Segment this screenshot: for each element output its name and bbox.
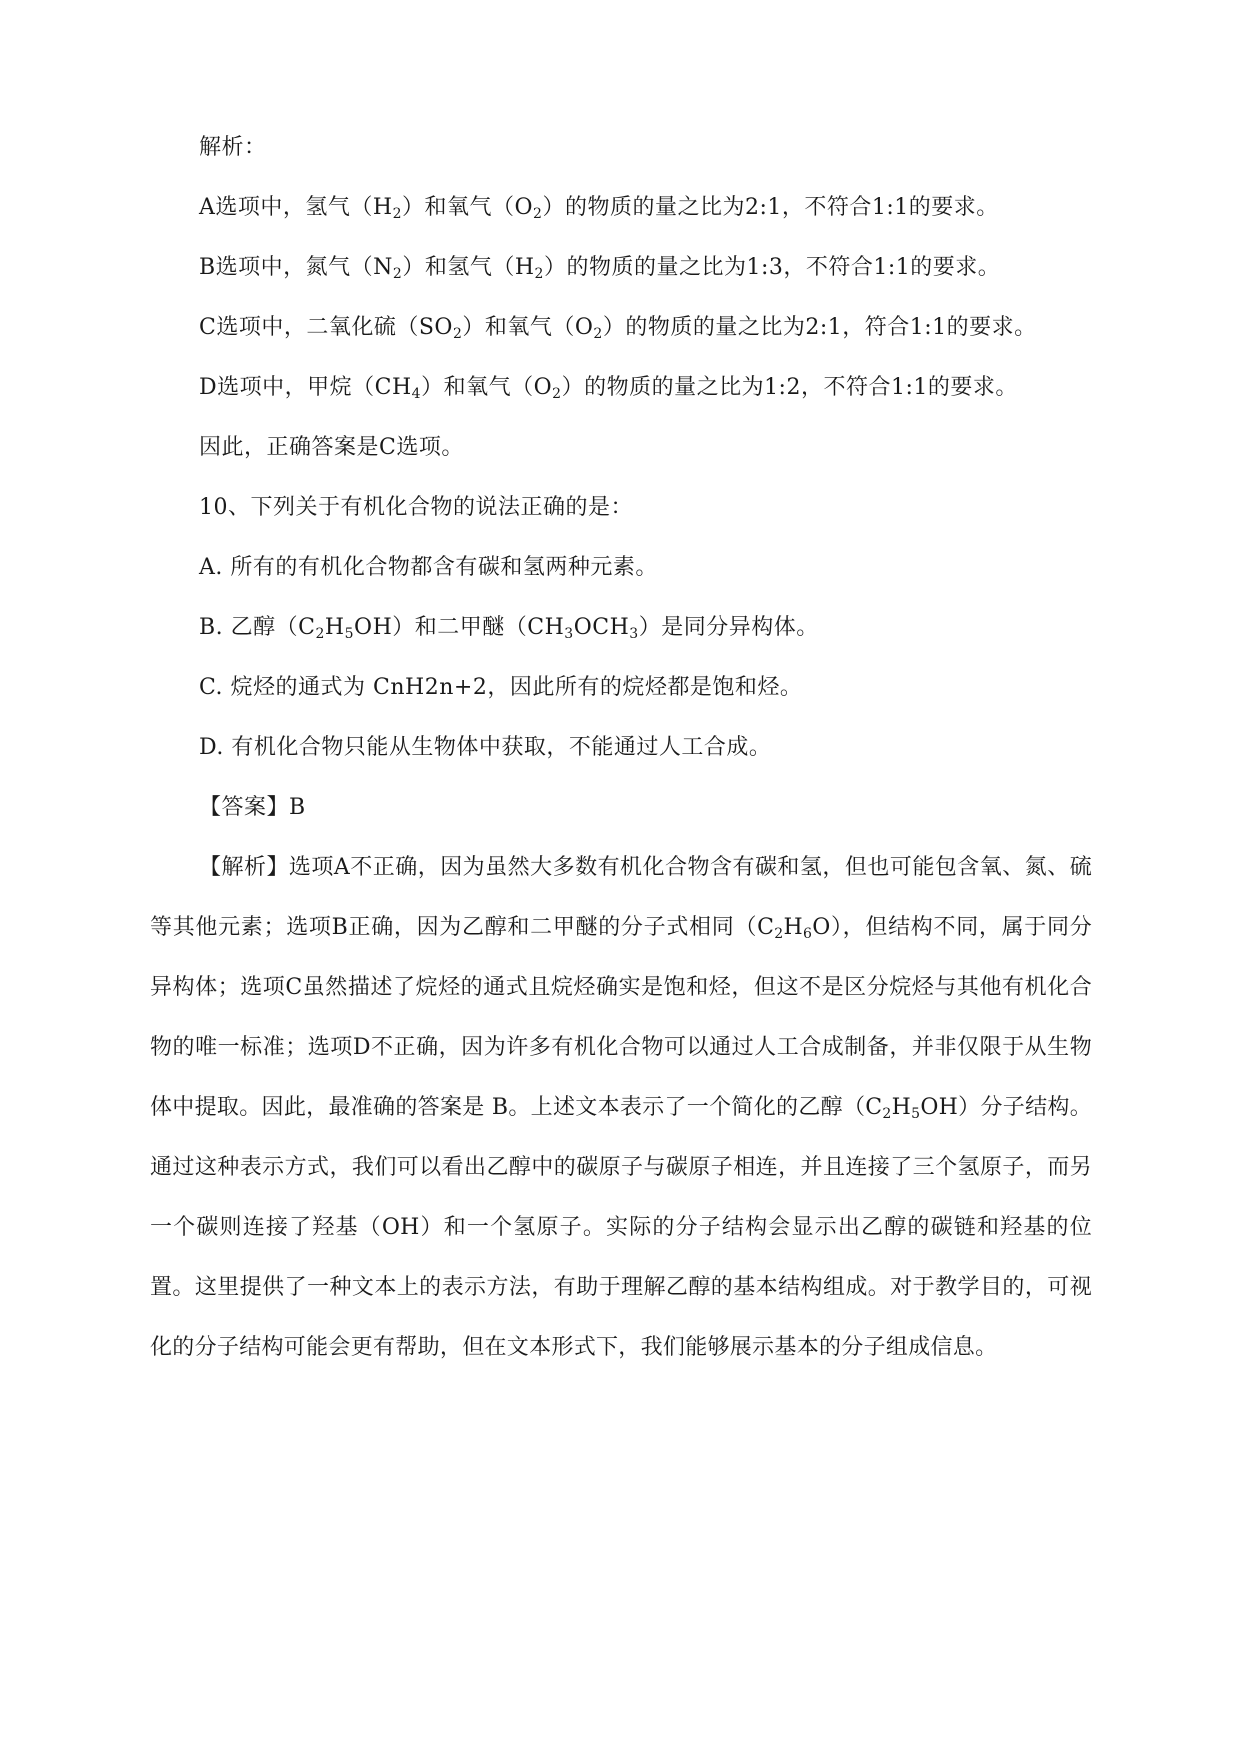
analysis-line-c: C选项中，二氧化硫$(SO_2)$和氧气$(O_2)$的物质的量之比为2:1，符合1:1的要求。 <box>199 315 1037 342</box>
option-c: C. 烷烃的通式为 CnH2n+2，因此所有的烷烃都是饱和烃。 <box>199 675 803 700</box>
option-b: B. 乙醇$(C_2H_5OH)$和二甲醚$(CH_3OCH_3)$是同分异构体。 <box>199 615 819 642</box>
analysis-line-d: D选项中，甲烷$(CH_4)$和氧气$(O_2)$的物质的量之比为1:2，不符合1:1的要求。 <box>199 375 1018 402</box>
option-d: D. 有机化合物只能从生物体中获取，不能通过人工合成。 <box>199 735 772 760</box>
analysis-line-a: A选项中，氢气$(H_2)$和氧气$(O_2)$的物质的量之比为2:1，不符合1:1的要求。 <box>199 195 999 222</box>
analysis-heading: 解析： <box>199 135 267 160</box>
conclusion: 因此，正确答案是C选项。 <box>199 435 464 460</box>
explanation-paragraph: 【解析】选项A不正确，因为虽然大多数有机化合物含有碳和氢，但也可能包含氧、氮、硫等其他元素；选项B正确，因为乙醇和二甲醚的分子式相同$(C_2H_6O)$，但结构不同，属于同分异构体；选项C虽然描述了烷烃的通式且烷烃确实是饱和烃，但这不是区分烷烃与其他有机化合物的唯一标准；选项D不正确，因为许多有机化合物可以通过人工合成制备，并非仅限于从生物体中提取。因此，最准确的答案是 B。上述文本表示了一个简化的乙醇$(C_2H_5OH)$分子结构。通过这种表示方式，我们可以看出乙醇中的碳原子与碳原子相连，并且连接了三个氢原子，而另一个碳则连接了羟基（OH）和一个氢原子。实际的分子结构会显示出乙醇的碳链和羟基的位置。这里提供了一种文本上的表示方法，有助于理解乙醇的基本结构组成。对于教学目的，可视化的分子结构可能会更有帮助，但在文本形式下，我们能够展示基本的分子组成信息。 <box>150 855 1093 1360</box>
question-stem: 10、下列关于有机化合物的说法正确的是： <box>199 495 633 520</box>
option-a: A. 所有的有机化合物都含有碳和氢两种元素。 <box>199 555 658 580</box>
analysis-line-b: B选项中，氮气$(N_2)$和氢气$(H_2)$的物质的量之比为1:3，不符合1:1的要求。 <box>199 255 1001 282</box>
answer: 【答案】B <box>199 795 306 820</box>
